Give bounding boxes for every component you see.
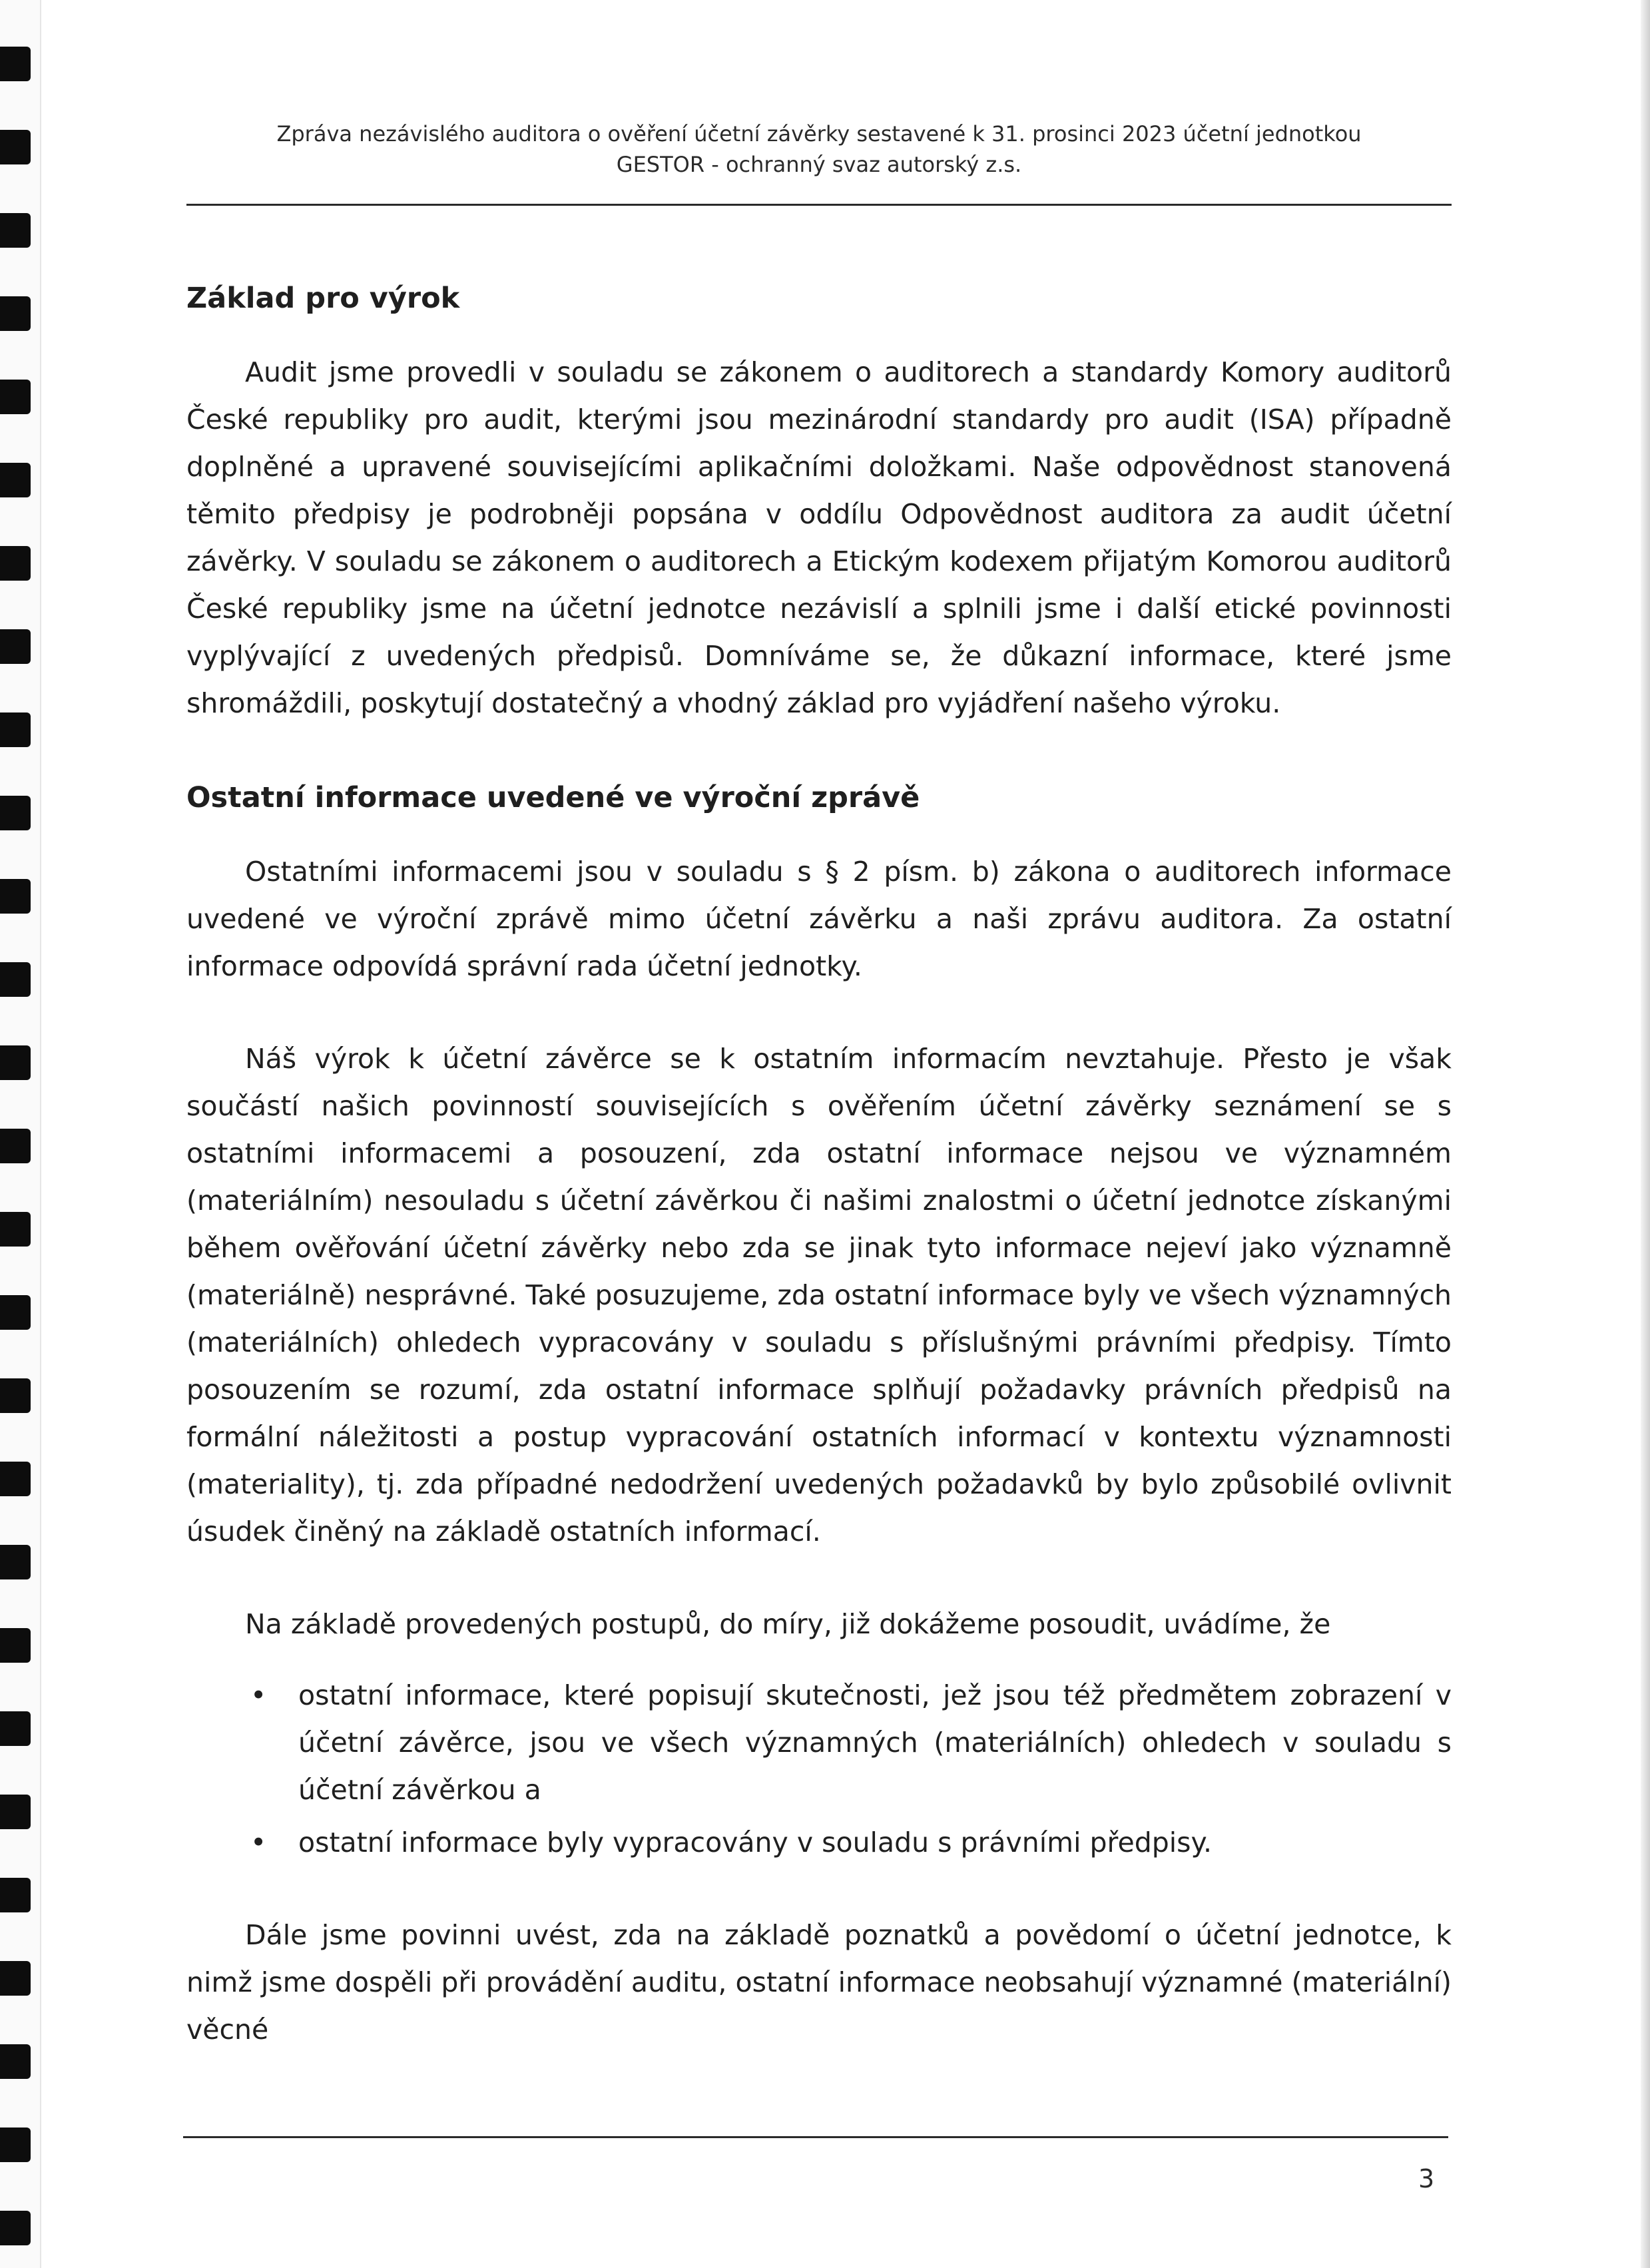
paragraph: Dále jsme povinni uvést, zda na základě poznatků a povědomí o účetní jednotce, k nimž jsme dospěli při provádění auditu, ostatní informace neobsahují významné (materiální) věcné <box>186 1919 1452 2046</box>
list-item-text: ostatní informace byly vypracovány v souladu s právními předpisy. <box>298 1827 1212 1858</box>
binding-ring <box>0 1378 31 1413</box>
binding-ring <box>0 1878 31 1912</box>
section-heading: Základ pro výrok <box>186 282 460 315</box>
binding-ring <box>0 130 31 164</box>
binding-ring <box>0 1628 31 1663</box>
bullet-icon: • <box>250 1679 267 1711</box>
binding-ring <box>0 2044 31 2079</box>
binding-ring <box>0 1295 31 1330</box>
running-header <box>186 119 1452 180</box>
binding-ring <box>0 796 31 830</box>
page-number: 3 <box>1418 2164 1435 2193</box>
binding-ring <box>0 296 31 331</box>
paragraph: Náš výrok k účetní závěrce se k ostatním informacím nevztahuje. Přesto je však součástí našich povinností souvisejících s ověřením účetní závěrky seznámení se s ostatními informacemi a posouzení, zda ostatní informace nejsou ve významném (materiálním) nesouladu s účetní závěrkou či našimi znalostmi o účetní jednotce získanými během ověřování účetní závěrky nebo zda se jinak tyto informace nejeví jako významně (materiálně) nesprávné. Také posuzujeme, zda ostatní informace byly ve všech významných (materiálních) ohledech vypracovány v souladu s příslušnými právními předpisy. Tímto posouzením se rozumí, zda ostatní informace splňují požadavky právních předpisů na formální náležitosti a postup vypracování ostatních informací v kontextu významnosti (materiality), tj. zda případné nedodržení uvedených požadavků by bylo způsobilé ovlivnit úsudek činěný na základě ostatních informací. <box>186 1043 1452 1548</box>
binding-ring <box>0 1212 31 1247</box>
section-other-information <box>186 774 1452 2054</box>
footer-rule <box>183 2136 1448 2138</box>
binding-ring <box>0 546 31 581</box>
binding-ring <box>0 629 31 664</box>
binding-ring <box>0 962 31 997</box>
page-edge-shadow <box>1641 0 1650 2268</box>
binding-ring <box>0 1045 31 1080</box>
list-item-text: ostatní informace, které popisují skutečnosti, jež jsou též předmětem zobrazení v účetní závěrce, jsou ve všech významných (materiálních) ohledech v souladu s účetní závěrkou a <box>298 1679 1452 1806</box>
paragraph: Audit jsme provedli v souladu se zákonem o auditorech a standardy Komory auditorů České republiky pro audit, kterými jsou mezinárodní standardy pro audit (ISA) případně doplněné a upravené souvisejícími aplikačními doložkami. Naše odpovědnost stanovená těmito předpisy je podrobněji popsána v oddílu Odpovědnost auditora za audit účetní závěrky. V souladu se zákonem o auditorech a Etickým kodexem přijatým Komorou auditorů České republiky jsme na účetní jednotce nezávislí a splnili jsme i další etické povinnosti vyplývající z uvedených předpisů. Domníváme se, že důkazní informace, které jsme shromáždili, poskytují dostatečný a vhodný základ pro vyjádření našeho výroku. <box>186 356 1452 719</box>
binding-ring <box>0 1711 31 1746</box>
binding-ring <box>0 1795 31 1829</box>
binding-ring <box>0 380 31 414</box>
document-body <box>186 274 1452 2054</box>
paragraph: Na základě provedených postupů, do míry, již dokážeme posoudit, uvádíme, že <box>245 1608 1331 1640</box>
header-rule <box>186 204 1452 206</box>
section-heading: Ostatní informace uvedené ve výroční zprávě <box>186 781 920 814</box>
binding-ring <box>0 879 31 914</box>
list-item <box>186 1672 1452 1814</box>
binding-ring <box>0 2211 31 2245</box>
binding-ring <box>0 1545 31 1579</box>
binding-ring <box>0 463 31 497</box>
binding-ring <box>0 712 31 747</box>
paragraph: Ostatními informacemi jsou v souladu s § 2 písm. b) zákona o auditorech informace uvedené ve výroční zprávě mimo účetní závěrku a naši zprávu auditora. Za ostatní informace odpovídá správní rada účetní jednotky. <box>186 856 1452 982</box>
binding-ring <box>0 1129 31 1163</box>
binding-ring <box>0 47 31 81</box>
list-item <box>186 1819 1452 1866</box>
binding-ring <box>0 1961 31 1996</box>
bullet-icon: • <box>250 1827 267 1858</box>
binding-ring <box>0 213 31 248</box>
binding-strip <box>0 0 41 2268</box>
binding-ring <box>0 2127 31 2162</box>
bullet-list <box>186 1672 1452 1866</box>
header-line-1: Zpráva nezávislého auditora o ověření účetní závěrky sestavené k 31. prosinci 2023 účetní jednotkou <box>276 121 1362 146</box>
binding-ring <box>0 1462 31 1496</box>
header-line-2: GESTOR - ochranný svaz autorský z.s. <box>616 152 1022 177</box>
section-basis-for-opinion <box>186 274 1452 727</box>
